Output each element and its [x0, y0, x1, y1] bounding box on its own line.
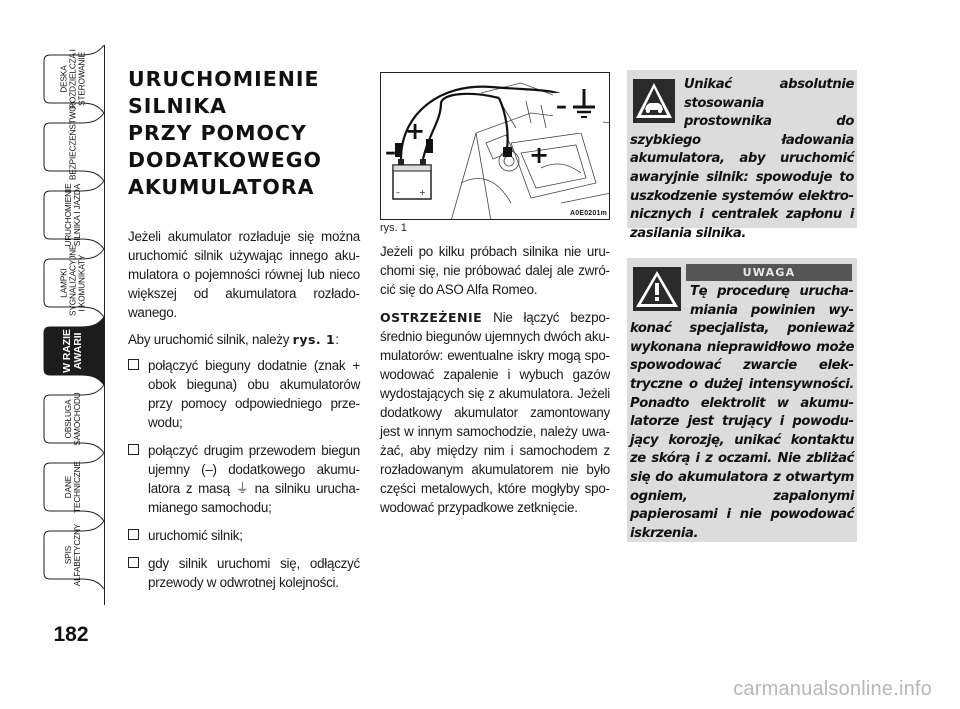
column-1	[128, 66, 360, 601]
figure-code: A0E0201m	[569, 210, 607, 217]
checkbox-bullet-icon	[128, 444, 139, 455]
jump-start-illustration	[380, 72, 610, 220]
steps-intro	[128, 330, 360, 349]
ground-icon	[553, 89, 603, 133]
checkbox-bullet-icon	[128, 359, 139, 370]
engine-bay-drawing	[381, 73, 610, 220]
chapter-sidebar	[40, 45, 108, 665]
tab-deska-rozdzielcza[interactable]	[40, 45, 105, 113]
svg-text:–: –	[556, 94, 567, 119]
step-text: uruchomić silnik;	[148, 528, 243, 543]
car-danger-icon	[632, 78, 676, 124]
watermark: carmanualsonline.info	[733, 678, 932, 700]
svg-text:+: +	[405, 117, 426, 145]
tab-spis-alfabetyczny[interactable]	[40, 521, 105, 589]
svg-text:–: –	[385, 140, 396, 165]
caution-note	[627, 70, 857, 241]
tab-w-razie-awarii[interactable]	[40, 317, 105, 385]
steps-intro-text: Aby uruchomić silnik, należy	[128, 332, 293, 347]
list-item	[128, 356, 360, 432]
tab-bezpieczenstwo[interactable]	[40, 105, 105, 181]
step-text: połączyć bieguny dodatnie (znak + obok bieguna) obu akumulatorów przy pomocy odpowiedniego przewodu;	[148, 358, 360, 430]
svg-text:+: +	[529, 141, 550, 169]
tab-lampki-sygnalizacyjne[interactable]	[40, 244, 105, 317]
warning-triangle-icon	[632, 266, 682, 312]
warning-paragraph	[380, 308, 610, 517]
column-3	[627, 70, 857, 542]
tab-label: DESKA ROZDZIELCZA I STEROWANIE	[59, 49, 86, 109]
svg-text:+: +	[419, 188, 426, 197]
tab-label: URUCHOMIENIE SILNIKA I JAZDA	[63, 183, 82, 247]
tab-label: W RAZIE AWARII	[60, 329, 84, 373]
battery-icon	[393, 159, 431, 199]
steps-list	[128, 356, 360, 592]
warning-label: OSTRZEŻENIE	[380, 310, 483, 325]
list-item	[128, 526, 360, 545]
list-item	[128, 441, 360, 517]
caution-text: Unikać absolutnie stosowania prostownika do szybkiego ładowania akumulatora, aby uruchomić awaryjnie silnik: spowoduje to uszkodzenie systemów elektronicznych i centralek zapłonu i zasilania silnika.	[630, 77, 854, 241]
column-2	[380, 72, 610, 517]
tab-uruchomienie-silnika[interactable]	[40, 181, 105, 249]
tab-label: LAMPKI SYGNALIZACYJNE I KOMUNIKATY	[59, 244, 86, 316]
figure-reference: rys. 1	[292, 332, 336, 347]
intro-paragraph: Jeżeli akumulator rozładuje się można uruchomić silnik używając innego akumulatora o pojemności równej lub nieco większej od akumulatora rozładowanego.	[128, 229, 360, 320]
figure-caption: rys. 1	[380, 222, 407, 234]
page-number: 182	[53, 623, 89, 646]
svg-text:–: –	[396, 188, 400, 197]
tab-label: SPIS ALFABETYCZNY	[63, 523, 82, 587]
warning-note	[627, 258, 857, 542]
list-item	[128, 554, 360, 592]
tab-label: BEZPIECZEŃSTWO	[68, 105, 77, 180]
checkbox-bullet-icon	[128, 529, 139, 540]
step-text: gdy silnik uruchomi się, odłączyć przewody w odwrotnej kolejności.	[148, 556, 360, 590]
steps-intro-colon: :	[335, 332, 339, 347]
section-title: URUCHOMIENIE SILNIKA PRZY POMOCY DODATKOWEGO AKUMULATORA	[128, 67, 322, 199]
warning-note-text: Tę procedurę uruchamiania powinien wykonać specjalista, ponieważ wykonana nieprawidłowo może spowodować zwarcie elektryczne o dużej intensywności. Ponadto elektrolit w akumulatorze jest trujący i powodujący korozję, unikać kontaktu ze skórą i z oczami. Nie zbliżać się do akumulatora z otwartym ogniem, zapalonymi papierosami i nie powodować iskrzenia.	[630, 284, 854, 541]
uwaga-label: UWAGA	[686, 264, 852, 281]
service-paragraph: Jeżeli po kilku próbach silnika nie uruchomi się, nie próbować dalej ale zwrócić się do ASO Alfa Romeo.	[380, 244, 610, 297]
step-text: połączyć drugim przewodem biegun ujemny (–) dodatkowego akumulatora z masą ⏚ na silniku uruchamianego samochodu;	[148, 443, 360, 515]
tab-obsluga-samochodu[interactable]	[40, 385, 105, 453]
tab-label: DANE TECHNICZNE	[63, 461, 82, 513]
tab-label: OBSŁUGA SAMOCHODU	[63, 392, 82, 446]
warning-text: Nie łączyć bezpośrednio biegunów ujemnych dwóch akumulatorów: ewentualne iskry mogą spowodować zapalenie i wybuch gazów wydostających się z akumulatora. Jeżeli dodatkowy akumulator zamontowany jest w innym samochodzie, należy uważać, aby między nim i samochodem z rozładowanym akumulatorem nie było części metalowych, które mogłyby spowodować przypadkowe zetknięcie.	[380, 310, 610, 515]
tab-dane-techniczne[interactable]	[40, 453, 105, 521]
checkbox-bullet-icon	[128, 557, 139, 568]
